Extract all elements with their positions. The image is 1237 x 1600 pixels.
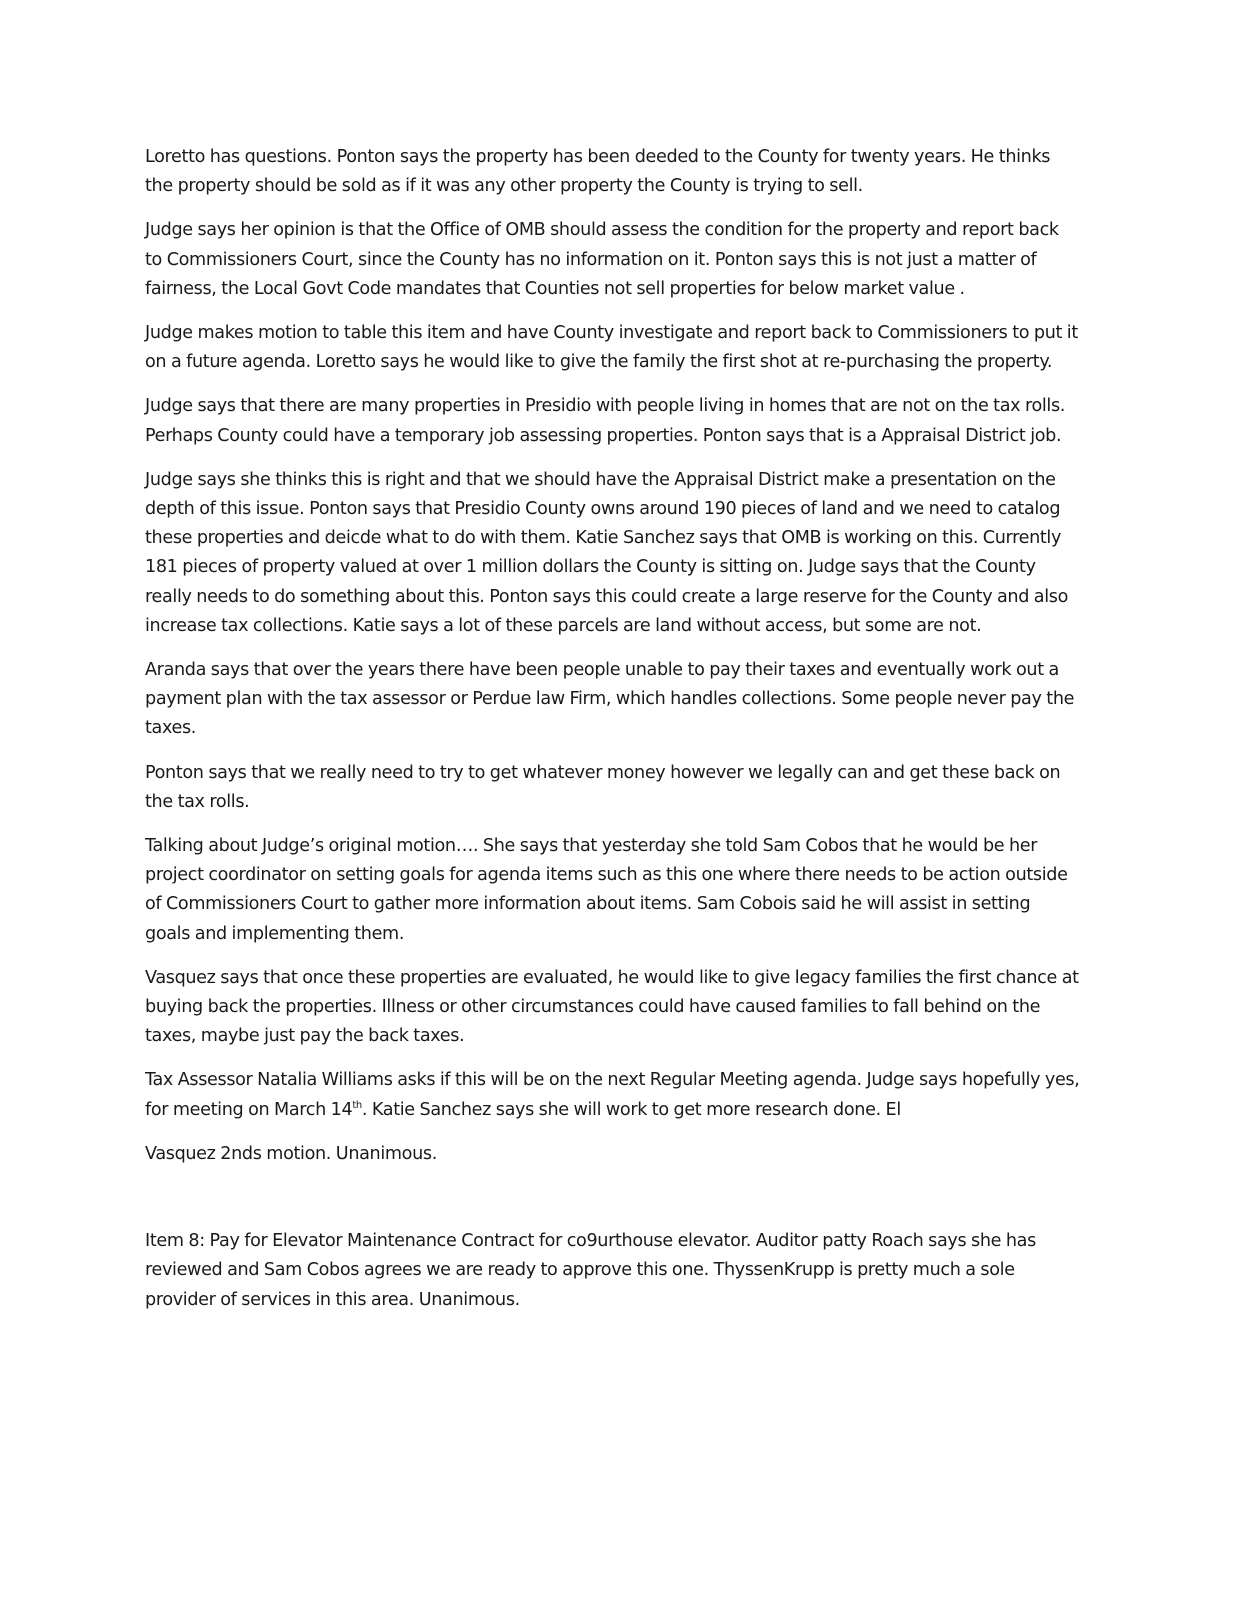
section-spacer xyxy=(145,1184,1080,1227)
paragraph-judge-motion: Judge makes motion to table this item and have County investigate and report back to Commissioners to put it on a future agenda. Loretto says he would like to give the family the first shot at re-purchasing the property. xyxy=(145,323,1078,373)
paragraph-vasquez-seconds: Vasquez 2nds motion. Unanimous. xyxy=(145,1143,437,1164)
paragraph-ponton-money: Ponton says that we really need to try to get whatever money however we legally can and get these back on the tax rolls. xyxy=(145,762,1061,812)
paragraph-original-motion: Talking about Judge’s original motion…. She says that yesterday she told Sam Cobos that he would be her project coordinator on setting goals for agenda items such as this one where there needs to be action outside of Commissioners Court to gather more information about items. Sam Cobois said he will assist in setting goals and implementing them. xyxy=(145,836,1068,944)
paragraph-vasquez-legacy: Vasquez says that once these properties are evaluated, he would like to give legacy families the first chance at buying back the properties. Illness or other circumstances could have caused families to fall behind on the taxes, maybe just pay the back taxes. xyxy=(145,967,1079,1047)
date-ordinal-suffix: th xyxy=(352,1099,362,1111)
paragraph-item-8: Item 8: Pay for Elevator Maintenance Contract for co9urthouse elevator. Auditor patty Roach says she has reviewed and Sam Cobos agrees we are ready to approve this one. ThyssenKrupp is pretty much a sole provider of services in this area. Unanimous. xyxy=(145,1231,1036,1310)
paragraph-loretto-questions: Loretto has questions. Ponton says the property has been deeded to the County for twenty years. He thinks the property should be sold as if it was any other property the County is trying to sell. xyxy=(145,147,1051,197)
document-body xyxy=(145,143,1080,1330)
paragraph-tax-rolls: Judge says that there are many properties in Presidio with people living in homes that are not on the tax rolls. Perhaps County could have a temporary job assessing properties. Ponton says that is a Appraisal District job. xyxy=(145,396,1066,446)
tax-assessor-text-end: . Katie Sanchez says she will work to get more research done. El xyxy=(361,1099,901,1120)
tax-assessor-text: Tax Assessor Natalia Williams asks if this will be on the next Regular Meeting agenda. Judge says hopefully yes, for meeting on March 14 xyxy=(145,1070,1080,1120)
paragraph-judge-opinion: Judge says her opinion is that the Office of OMB should assess the condition for the property and report back to Commissioners Court, since the County has no information on it. Ponton says this is not just a matter of fairness, the Local Govt Code mandates that Counties not sell properties for below market value . xyxy=(145,220,1059,299)
paragraph-tax-assessor xyxy=(145,1066,1080,1124)
paragraph-aranda: Aranda says that over the years there have been people unable to pay their taxes and eventually work out a payment plan with the tax assessor or Perdue law Firm, which handles collections. Some people never pay the taxes. xyxy=(145,660,1075,739)
paragraph-appraisal-district: Judge says she thinks this is right and that we should have the Appraisal District make a presentation on the depth of this issue. Ponton says that Presidio County owns around 190 pieces of land and we need to catalog these properties and deicde what to do with them. Katie Sanchez says that OMB is working on this. Currently 181 pieces of property valued at over 1 million dollars the County is sitting on. Judge says that the County really needs to do something about this. Ponton says this could create a large reserve for the County and also increase tax collections. Katie says a lot of these parcels are land without access, but some are not. xyxy=(145,469,1068,636)
